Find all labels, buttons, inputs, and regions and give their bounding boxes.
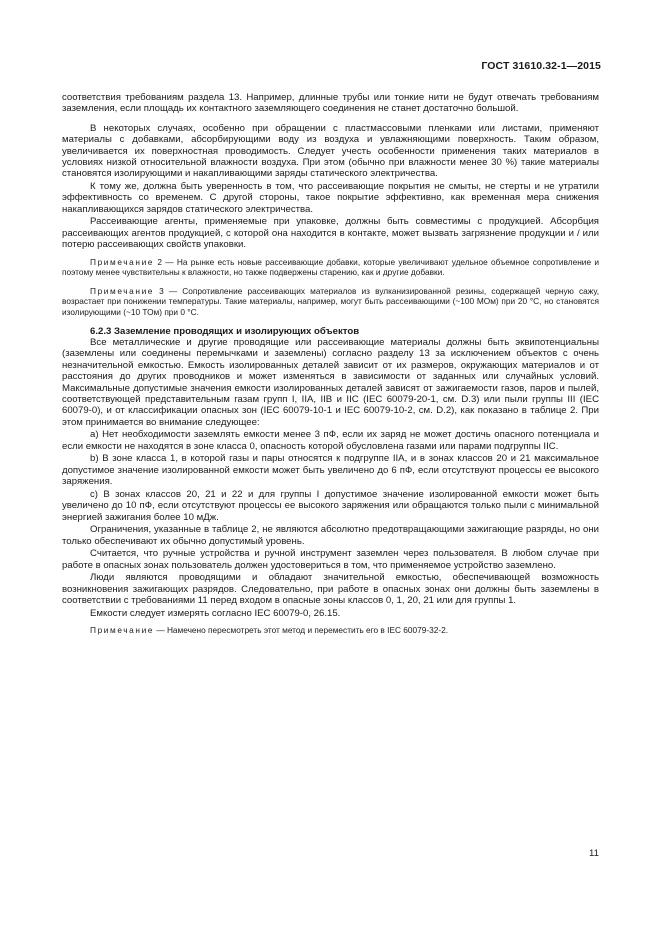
note-2	[62, 257, 599, 278]
note-label: Примечание	[90, 625, 155, 636]
paragraph: К тому же, должна быть уверенность в том, что рассеивающие покрытия не смыты, не стерты и не утратили эффективность со временем. С другой стороны, такое покрытие эффективно, как временная мера снижения накапливающихся зарядов статического электричества.	[62, 181, 599, 215]
page-number: 11	[589, 848, 599, 859]
note-text: 3 — Сопротивление рассеивающих материалов из вулканизированной резины, содержащей черную сажу, возрастает при понижении температуры. Такие материалы, например, могут быть рассеивающими (~100 МОм) при 20 °С, но становятся изолирующими (~10 ТОм) при 0 °С.	[62, 285, 599, 318]
paragraph: Емкости следует измерять согласно IEC 60079-0, 26.15.	[90, 607, 341, 619]
note-label: Примечание	[90, 256, 155, 267]
section-heading: 6.2.3 Заземление проводящих и изолирующих объектов	[90, 325, 360, 337]
note-label: Примечание	[90, 285, 155, 296]
paragraph: Рассеивающие агенты, применяемые при упаковке, должны быть совместимы с продукцией. Абсорбция рассеивающих агентов продукцией, с которой она находится в контакте, может вызвать загрязнение продукции и / или потерю рассеивающих свойств упаковки.	[62, 216, 599, 251]
note-text: — Намечено пересмотреть этот метод и переместить его в IEC 60079-32-2.	[154, 625, 449, 636]
list-item-a: а) Нет необходимости заземлять емкости менее 3 пФ, если их заряд не может достичь опасного потенциала и если емкости не находятся в зоне класса 0, опасность которой обусловлена газами или парами подгруппы IIC.	[62, 429, 599, 452]
document-body	[62, 92, 599, 644]
paragraph: Люди являются проводящими и обладают значительной емкостью, обеспечивающей возможность возникновения зажигающих разрядов. Следовательно, при работе в опасных зонах они должны быть заземлены в соответствии с требованиями 11 перед входом в опасные зоны классов 0, 1, 20, 21 или для группы 1.	[62, 572, 599, 607]
paragraph: Считается, что ручные устройства и ручной инструмент заземлен через пользователя. В любом случае при работе в опасных зонах пользователь должен удостовериться в том, что применяемое устройство заземлено.	[62, 548, 599, 571]
list-item-b: b) В зоне класса 1, в которой газы и пары относятся к подгруппе IIA, и в зонах классов 20 и 21 максимальное допустимое значение изолированной емкости может быть увеличено до 6 пФ, если отсутствуют процессы ее высокого заряжения.	[62, 453, 599, 488]
standard-header: ГОСТ 31610.32-1—2015	[481, 60, 601, 72]
note-text: 2 — На рынке есть новые рассеивающие добавки, которые увеличивают удельное объемное сопротивление и поэтому менее чувствительны к влажности, но также подвержены старению, как и другие добавки.	[62, 256, 599, 278]
paragraph: В некоторых случаях, особенно при обращении с пластмассовыми пленками или листами, применяют материалы с добавками, абсорбирующими воду из воздуха и увлажняющими поверхность. Таким образом, увеличивается их поверхностная проводимость. Следует учесть особенности применения таких материалов в условиях низкой относительной влажности воздуха. При этом (обычно при влажности менее 30 %) такие материалы становятся изолирующими и накапливающими заряды статического электричества.	[62, 122, 599, 180]
note-final	[62, 625, 599, 636]
list-item-c: с) В зонах классов 20, 21 и 22 и для группы I допустимое значение изолированной емкости может быть увеличено до 10 пФ, если отсутствуют процессы ее высокого заряжения или обращаются только пыли с минимальной энергией зажигания более 10 мДж.	[62, 488, 599, 523]
paragraph: соответствия требованиям раздела 13. Например, длинные трубы или тонкие нити не будут отвечать требованиям заземления, если площадь их контактного заземляющего соединения не станет достаточно большой.	[62, 92, 599, 115]
paragraph: Ограничения, указанные в таблице 2, не являются абсолютно предотвращающими зажигающие разряды, но они только обеспечивают их обычно допустимый уровень.	[62, 524, 599, 547]
paragraph: Все металлические и другие проводящие или рассеивающие материалы должны быть эквипотенциальны (заземлены или соединены перемычками и заземлены) согласно разделу 13 за исключением объектов с очень незначительной емкостью. Емкость изолированных деталей зависит от их размеров, окружающих материалов и от расстояния до других проводников и может изменяться в зависимости от заданных или случайных условий. Максимальные допустимые значения емкости изолированных деталей зависят от зажигаемости газов, паров и пылей, соответствующей представительным газам групп I, IIA, IIB и IIC (IEC 60079-20-1, см. D.3) или пыли группы III (IEC 60079-0), и от классификации опасных зон (IEC 60079-10-1 и IEC 60079-10-2, см. D.2), как показано в таблице 2. При этом принимается во внимание следующее:	[62, 337, 599, 428]
note-3	[62, 286, 599, 318]
